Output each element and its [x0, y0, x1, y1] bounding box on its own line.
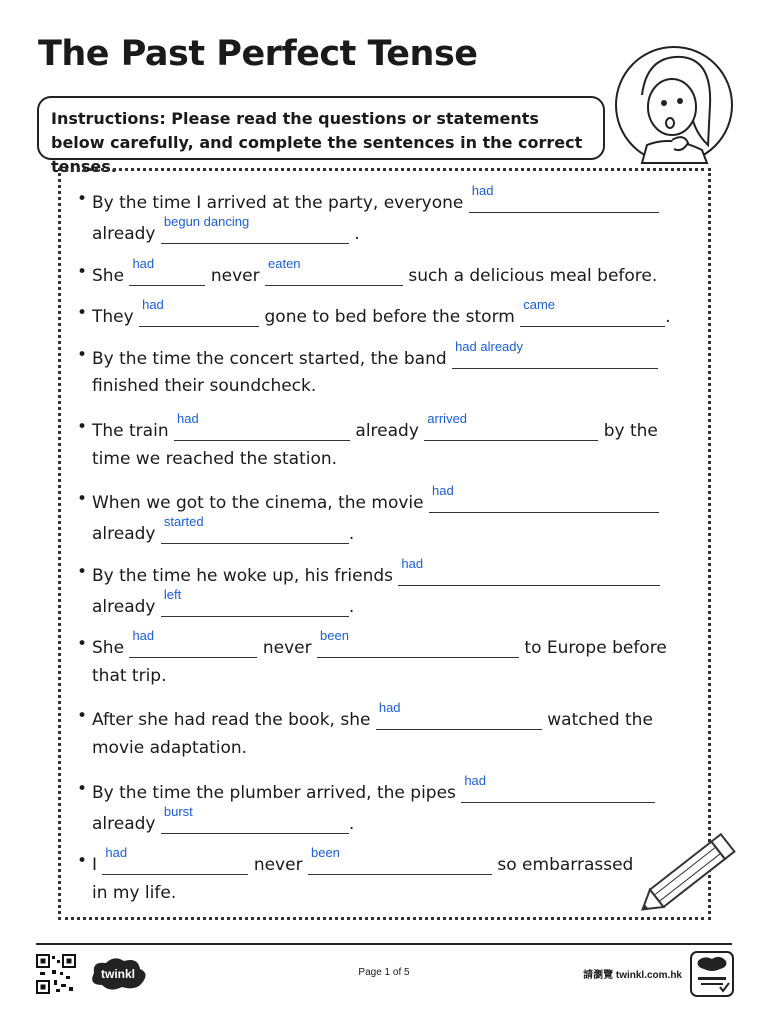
instructions-box: Instructions: Please read the questions or statements below carefully, and complete the sentences in the correct tenses.: [37, 96, 605, 160]
bullet: •: [77, 489, 88, 509]
bullet: •: [77, 345, 88, 365]
pencil-icon: [636, 820, 748, 924]
answer-blank[interactable]: had: [129, 263, 205, 286]
question-7-line-2: already left .: [92, 587, 355, 617]
answer-blank[interactable]: been: [317, 635, 519, 658]
thinking-girl-icon: [612, 35, 736, 175]
answer-blank[interactable]: had: [174, 418, 350, 441]
question-2-line-1: She had never eaten such a delicious meal before.: [92, 256, 658, 286]
answer-blank[interactable]: had: [398, 563, 660, 586]
question-11-line-2: in my life.: [92, 883, 177, 903]
question-10-line-2: already burst .: [92, 804, 355, 834]
answer-blank[interactable]: had: [129, 635, 257, 658]
answer-blank[interactable]: started: [161, 521, 349, 544]
answer-blank[interactable]: arrived: [424, 418, 598, 441]
bullet: •: [77, 189, 88, 209]
answer-blank[interactable]: had: [469, 190, 659, 213]
answer-blank[interactable]: been: [308, 852, 492, 875]
question-5-line-1: The train had already arrived by the: [92, 411, 658, 441]
question-3-line-1: They had gone to bed before the storm came .: [92, 297, 671, 327]
question-5-line-2: time we reached the station.: [92, 449, 338, 469]
answer-blank[interactable]: had: [376, 707, 542, 730]
question-1-line-2: already begun dancing .: [92, 214, 360, 244]
bullet: •: [77, 634, 88, 654]
question-8-line-1: She had never been to Europe before: [92, 628, 667, 658]
answer-blank[interactable]: had: [102, 852, 248, 875]
answer-blank[interactable]: eaten: [265, 263, 403, 286]
question-9-line-1: After she had read the book, she had watched the: [92, 700, 653, 730]
bullet: •: [77, 562, 88, 582]
answer-blank[interactable]: burst: [161, 811, 349, 834]
answer-blank[interactable]: begun dancing: [161, 221, 349, 244]
answer-blank[interactable]: had: [429, 490, 659, 513]
question-6-line-2: already started .: [92, 514, 355, 544]
bullet: •: [77, 262, 88, 282]
answer-blank[interactable]: had: [139, 304, 259, 327]
bullet: •: [77, 706, 88, 726]
bullet: •: [77, 851, 88, 871]
footer-divider: [36, 943, 732, 945]
question-9-line-2: movie adaptation.: [92, 738, 248, 758]
question-1-line-1: By the time I arrived at the party, everyone had: [92, 190, 659, 213]
question-4-line-2: finished their soundcheck.: [92, 376, 317, 396]
question-10-line-1: By the time the plumber arrived, the pipes had: [92, 780, 655, 803]
question-7-line-1: By the time he woke up, his friends had: [92, 563, 660, 586]
site-link[interactable]: 請瀏覽 twinkl.com.hk: [583, 970, 682, 981]
question-11-line-1: I had never been so embarrassed: [92, 845, 634, 875]
answer-blank[interactable]: had: [461, 780, 655, 803]
answer-blank[interactable]: came: [520, 304, 665, 327]
answer-blank[interactable]: left: [161, 594, 349, 617]
quality-badge-icon: [690, 951, 734, 997]
question-8-line-2: that trip.: [92, 666, 167, 686]
question-4-line-1: By the time the concert started, the band had already: [92, 346, 658, 369]
bullet: •: [77, 303, 88, 323]
page-title: The Past Perfect Tense: [38, 34, 478, 74]
page-number: Page 1 of 5: [358, 967, 410, 978]
bullet: •: [77, 417, 88, 437]
svg-text:twinkl: twinkl: [100, 967, 136, 981]
answer-blank[interactable]: had already: [452, 346, 658, 369]
question-6-line-1: When we got to the cinema, the movie had: [92, 490, 659, 513]
bullet: •: [77, 779, 88, 799]
